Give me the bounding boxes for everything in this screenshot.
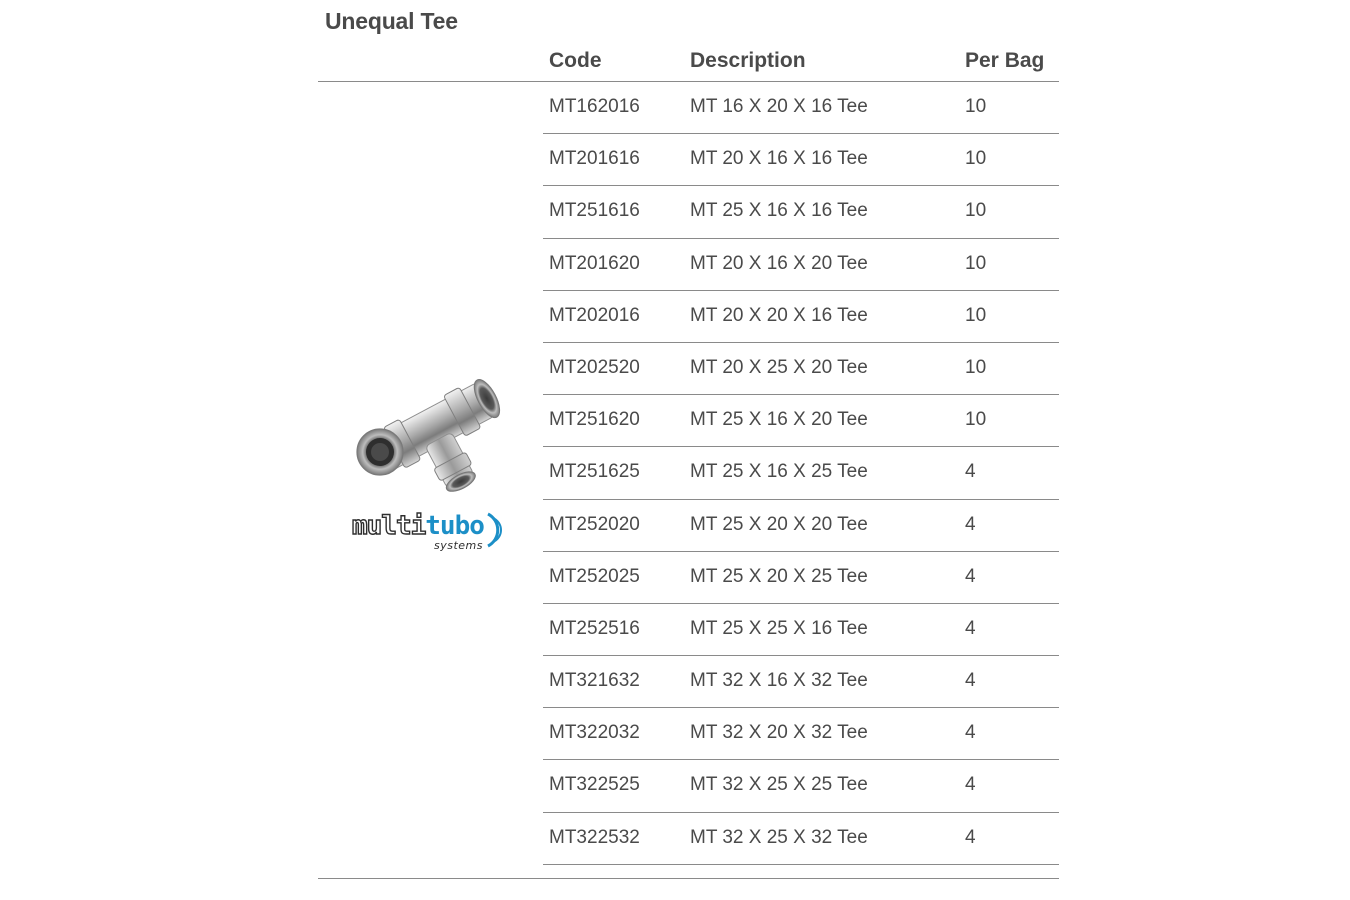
table-row (543, 291, 1059, 343)
cell-per-bag: 10 (965, 200, 987, 222)
cell-description: MT 25 X 16 X 20 Tee (690, 409, 868, 431)
cell-code: MT322532 (549, 826, 640, 848)
table-row (543, 500, 1059, 552)
cell-description: MT 20 X 16 X 16 Tee (690, 148, 868, 170)
table-body (543, 82, 1059, 865)
cell-description: MT 20 X 20 X 16 Tee (690, 304, 868, 326)
cell-code: MT322032 (549, 722, 640, 744)
cell-description: MT 32 X 16 X 32 Tee (690, 670, 868, 692)
cell-code: MT202016 (549, 304, 640, 326)
cell-per-bag: 10 (965, 252, 987, 274)
table-row (543, 813, 1059, 865)
logo-subtitle: systems (434, 539, 483, 552)
cell-description: MT 32 X 25 X 32 Tee (690, 826, 868, 848)
cell-per-bag: 4 (965, 826, 976, 848)
tee-fitting-image (350, 360, 510, 495)
cell-code: MT251620 (549, 409, 640, 431)
cell-code: MT252516 (549, 617, 640, 639)
cell-code: MT252025 (549, 565, 640, 587)
logo-word-multi: multi (352, 511, 426, 541)
cell-description: MT 20 X 25 X 20 Tee (690, 356, 868, 378)
table-row (543, 708, 1059, 760)
cell-code: MT321632 (549, 670, 640, 692)
cell-code: MT251616 (549, 200, 640, 222)
table-row (543, 760, 1059, 812)
table-row (543, 395, 1059, 447)
cell-description: MT 20 X 16 X 20 Tee (690, 252, 868, 274)
multitubo-logo (350, 508, 515, 556)
cell-per-bag: 10 (965, 409, 987, 431)
table-row (543, 82, 1059, 134)
cell-per-bag: 4 (965, 722, 976, 744)
logo-wordmark (352, 511, 484, 541)
section-title: Unequal Tee (325, 8, 458, 34)
cell-code: MT252020 (549, 513, 640, 535)
cell-description: MT 32 X 25 X 25 Tee (690, 774, 868, 796)
table-row (543, 604, 1059, 656)
cell-code: MT162016 (549, 96, 640, 117)
cell-description: MT 32 X 20 X 32 Tee (690, 722, 868, 744)
cell-per-bag: 4 (965, 513, 976, 535)
cell-description: MT 25 X 16 X 25 Tee (690, 461, 868, 483)
cell-description: MT 16 X 20 X 16 Tee (690, 96, 868, 117)
cell-code: MT202520 (549, 356, 640, 378)
table-row (543, 134, 1059, 186)
cell-per-bag: 4 (965, 670, 976, 692)
cell-per-bag: 4 (965, 565, 976, 587)
table-bottom-rule (318, 878, 1059, 879)
cell-code: MT201616 (549, 148, 640, 170)
cell-code: MT322525 (549, 774, 640, 796)
logo-word-tubo: tubo (425, 511, 484, 541)
column-header-code: Code (549, 49, 602, 72)
cell-code: MT251625 (549, 461, 640, 483)
cell-per-bag: 4 (965, 617, 976, 639)
cell-per-bag: 10 (965, 96, 987, 117)
cell-per-bag: 10 (965, 356, 987, 378)
column-header-per-bag: Per Bag (965, 49, 1045, 72)
cell-per-bag: 10 (965, 304, 987, 326)
table-row (543, 656, 1059, 708)
cell-code: MT201620 (549, 252, 640, 274)
logo-swirl-icon (480, 510, 514, 550)
cell-description: MT 25 X 16 X 16 Tee (690, 200, 868, 222)
table-row (543, 239, 1059, 291)
table-row (543, 552, 1059, 604)
cell-description: MT 25 X 20 X 20 Tee (690, 513, 868, 535)
cell-description: MT 25 X 25 X 16 Tee (690, 617, 868, 639)
table-header (318, 44, 1059, 82)
cell-per-bag: 10 (965, 148, 987, 170)
cell-per-bag: 4 (965, 461, 976, 483)
cell-per-bag: 4 (965, 774, 976, 796)
table-row (543, 186, 1059, 238)
table-row (543, 447, 1059, 499)
table-row (543, 343, 1059, 395)
column-header-description: Description (690, 49, 806, 72)
cell-description: MT 25 X 20 X 25 Tee (690, 565, 868, 587)
